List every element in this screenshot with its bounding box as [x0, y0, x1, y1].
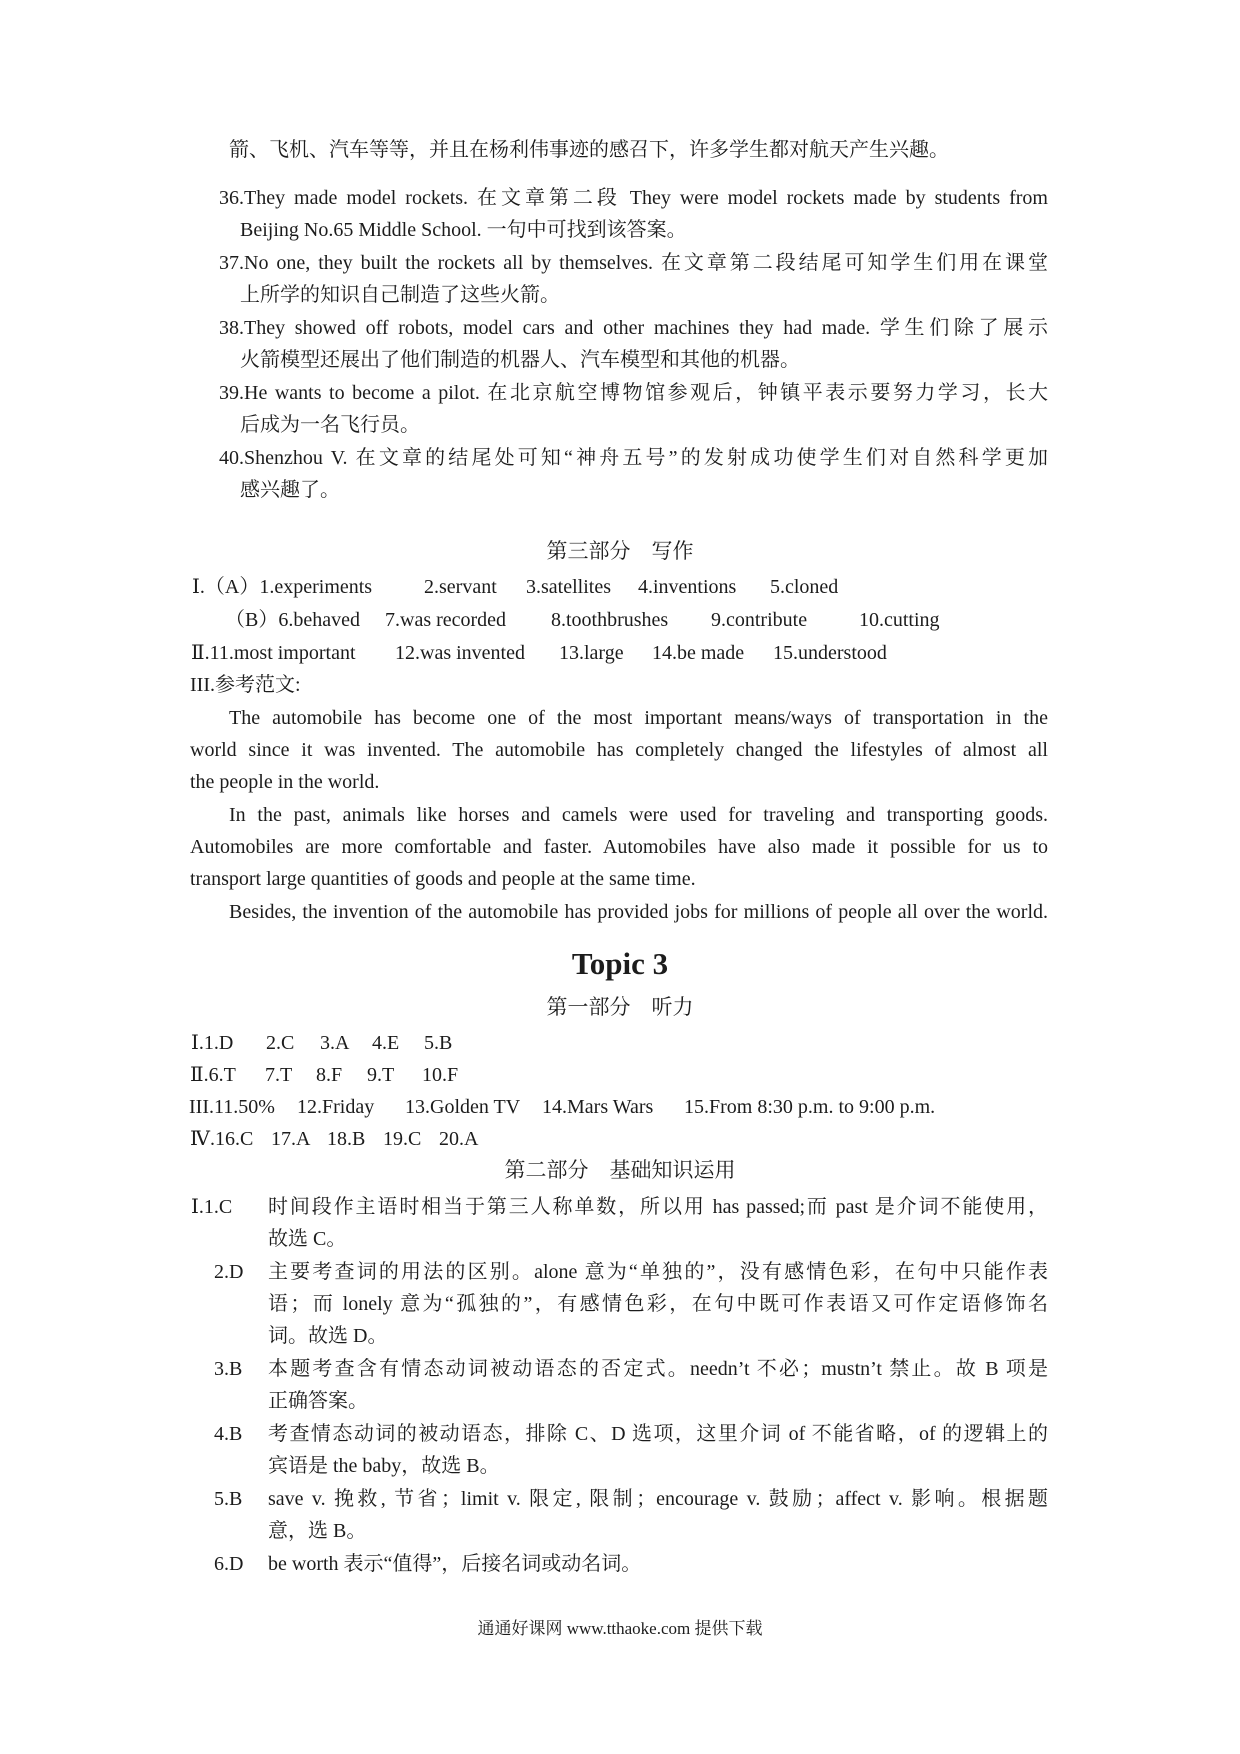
item-number: 2.D: [214, 1261, 244, 1283]
answer-item: Ⅱ.11.most important: [191, 642, 356, 664]
essay-p1-line1: The automobile has become one of the most important means/ways of transportation in the: [229, 707, 1048, 729]
answer-item: 15.understood: [773, 642, 887, 664]
item-explanation: 词。故选 D。: [268, 1325, 388, 1347]
answer-37-line2: 上所学的知识自己制造了这些火箭。: [240, 284, 560, 306]
answer-item: 8.F: [316, 1064, 343, 1086]
item-explanation: save v. 挽救, 节省；limit v. 限定, 限制；encourage v. 鼓励；affect v. 影响。根据题: [268, 1488, 1048, 1510]
answer-item: 7.T: [265, 1064, 293, 1086]
topic-title: Topic 3: [571, 946, 669, 981]
item-number: 3.B: [214, 1358, 243, 1380]
answer-36-line1: 36.They made model rockets. 在文章第二段 They were model rockets made by students from: [219, 187, 1048, 209]
item-explanation: 语；而 lonely 意为“孤独的”，有感情色彩，在句中既可作表语又可作定语修饰名: [268, 1293, 1048, 1315]
item-explanation: 宾语是 the baby，故选 B。: [268, 1455, 500, 1477]
answer-item: （B）6.behaved: [225, 609, 360, 631]
item-explanation: 考查情态动词的被动语态，排除 C、D 选项，这里介词 of 不能省略，of 的逻辑上的: [268, 1423, 1048, 1445]
answer-40-line2: 感兴趣了。: [240, 479, 340, 501]
answer-item: 10.cutting: [859, 609, 940, 631]
answer-row-I-A: [192, 575, 838, 599]
item-number: Ⅰ.1.C: [191, 1196, 233, 1218]
item-number: 4.B: [214, 1423, 243, 1445]
essay-p1-line3: the people in the world.: [190, 771, 380, 793]
answer-item: Ⅳ.16.C: [190, 1128, 254, 1150]
answer-item: 14.Mars Wars: [542, 1096, 654, 1118]
listening-row-III: [189, 1095, 935, 1119]
answer-item: Ⅱ.6.T: [190, 1064, 236, 1086]
item-explanation: be worth 表示“值得”，后接名词或动名词。: [268, 1553, 642, 1575]
answer-row-III: III.参考范文:: [190, 674, 301, 696]
essay-p2-line1: In the past, animals like horses and camels were used for traveling and transporting goods.: [229, 804, 1048, 826]
footer-text: 通通好课网 www.tthaoke.com 提供下载: [477, 1619, 763, 1638]
answer-item: 13.large: [559, 642, 624, 664]
essay-p3-line1: Besides, the invention of the automobile has provided jobs for millions of people all over the world.: [229, 901, 1048, 923]
answer-item: 9.T: [367, 1064, 395, 1086]
answer-item: 4.E: [372, 1032, 400, 1054]
section-title-listening: 第一部分 听力: [546, 995, 694, 1019]
text-line: 箭、飞机、汽车等等，并且在杨利伟事迹的感召下，许多学生都对航天产生兴趣。: [229, 139, 949, 161]
answer-item: 3.A: [320, 1032, 350, 1054]
essay-p2-line2: Automobiles are more comfortable and faster. Automobiles have also made it possible for us to: [190, 836, 1048, 858]
answer-item: 19.C: [383, 1128, 422, 1150]
answer-item: 12.Friday: [297, 1096, 375, 1118]
answer-item: 17.A: [271, 1128, 311, 1150]
listening-row-II: [190, 1063, 458, 1087]
listening-row-I: [191, 1031, 452, 1055]
answer-item: 18.B: [327, 1128, 366, 1150]
item-number: 6.D: [214, 1553, 244, 1575]
answer-36-line2: Beijing No.65 Middle School. 一句中可找到该答案。: [240, 219, 687, 241]
section-title-basics: 第二部分 基础知识运用: [504, 1158, 736, 1182]
answer-item: III.11.50%: [189, 1096, 275, 1118]
answer-item: 14.be made: [652, 642, 745, 664]
answer-item: 2.servant: [424, 576, 497, 598]
answer-item: 13.Golden TV: [405, 1096, 521, 1118]
answer-38-line2: 火箭模型还展出了他们制造的机器人、汽车模型和其他的机器。: [240, 349, 800, 371]
essay-p1-line2: world since it was invented. The automobile has completely changed the lifestyles of almost all: [190, 739, 1048, 761]
essay-p2-line3: transport large quantities of goods and people at the same time.: [190, 868, 696, 890]
item-explanation: 本题考查含有情态动词被动语态的否定式。needn’t 不必；mustn’t 禁止。故 B 项是: [268, 1358, 1048, 1380]
section-title-writing: 第三部分 写作: [546, 539, 694, 563]
answer-40-line1: 40.Shenzhou V. 在文章的结尾处可知“神舟五号”的发射成功使学生们对自然科学更加: [219, 447, 1048, 469]
answer-row-II: [191, 641, 887, 665]
answer-39-line2: 后成为一名飞行员。: [240, 414, 420, 436]
answer-item: 12.was invented: [395, 642, 525, 664]
answer-item: 5.B: [424, 1032, 453, 1054]
answer-39-line1: 39.He wants to become a pilot. 在北京航空博物馆参观后，钟镇平表示要努力学习，长大: [219, 382, 1048, 404]
answer-item: 8.toothbrushes: [551, 609, 669, 631]
answer-37-line1: 37.No one, they built the rockets all by themselves. 在文章第二段结尾可知学生们用在课堂: [219, 252, 1048, 274]
item-explanation: 意，选 B。: [268, 1520, 367, 1542]
answer-item: 2.C: [266, 1032, 295, 1054]
listening-row-IV: [190, 1127, 478, 1151]
answer-item: 4.inventions: [638, 576, 737, 598]
answer-item: Ⅰ.1.D: [191, 1032, 234, 1054]
item-explanation: 故选 C。: [268, 1228, 347, 1250]
answer-item: 15.From 8:30 p.m. to 9:00 p.m.: [684, 1096, 936, 1118]
answer-item: 5.cloned: [770, 576, 839, 598]
answer-item: 3.satellites: [526, 576, 611, 598]
answer-item: Ⅰ.（A）1.experiments: [192, 576, 373, 598]
item-explanation: 主要考查词的用法的区别。alone 意为“单独的”，没有感情色彩，在句中只能作表: [268, 1261, 1048, 1283]
item-number: 5.B: [214, 1488, 243, 1510]
answer-item: 7.was recorded: [385, 609, 507, 631]
item-explanation: 正确答案。: [268, 1390, 368, 1412]
answer-38-line1: 38.They showed off robots, model cars and other machines they had made. 学生们除了展示: [219, 317, 1048, 339]
answer-item: 9.contribute: [711, 609, 808, 631]
answer-item: 10.F: [422, 1064, 459, 1086]
item-explanation: 时间段作主语时相当于第三人称单数，所以用 has passed;而 past 是介词不能使用，: [268, 1196, 1048, 1218]
answer-row-I-B: [225, 608, 940, 632]
answer-item: 20.A: [439, 1128, 479, 1150]
